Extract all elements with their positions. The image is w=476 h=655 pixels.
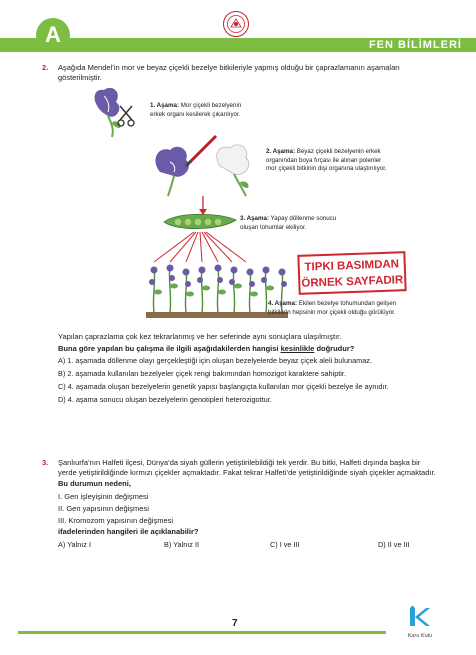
seed-arrows-illustration (150, 230, 250, 264)
q2-option-d[interactable]: D) 4. aşama sonucu oluşan bezelyelerin genotipleri heterozigottur. (58, 395, 272, 404)
question-3-lead: Bu durumun nedeni, (58, 479, 131, 488)
q2-option-a[interactable]: A) 1. aşamada döllenme olayı gerçekleştiği için oluşan bezelyelerde beyaz çiçek aleli bulunamaz. (58, 356, 372, 365)
question-2-prompt: Aşağıda Mendel’in mor ve beyaz çiçekli bezelye bitkileriyle yapmış olduğu bir çaprazlamanın aşamaları gösterilmiştir. (58, 63, 400, 82)
question-2-question (58, 344, 436, 354)
stage-4-description: Ekilen bezelye tohumundan gelişen bitkilerin hepsinin mor çiçekli olduğu görülüyor. (268, 300, 397, 316)
stamp-line-1: TIPKI BASIMDAN (304, 258, 400, 274)
question-2-keyword: kesinlikle (280, 344, 315, 353)
ministry-seal-icon (222, 10, 250, 38)
question-3-prompt: Şanlıurfa’nın Halfeti ilçesi, Dünya’da siyah güllerin yetiştirilebildiği tek yerdir. Bu bitki, Halfeti dışında başka bir yerde yetiştirildiğinde kırmızı çiçekler açmaktadır. Fakat tekrar Halfeti’de yetiştirildiğinde siyah çiçekler açmaktadır. (58, 458, 436, 477)
stage-3-description: Yapay döllenme sonucu oluşan tohumlar ekiliyor. (240, 215, 337, 231)
stage-3-text (240, 215, 352, 232)
question-2-question-start: Buna göre yapılan bu çalışma ile ilgili aşağıdakilerden hangisi (58, 344, 281, 353)
q3-statement-1: I. Gen işleyişinin değişmesi (58, 492, 149, 501)
subject-title: FEN BİLİMLERİ (368, 39, 462, 51)
stage-2-title: 2. Aşama: (266, 148, 296, 155)
question-3-question: ifadelerinden hangileri ile açıklanabilir? (58, 527, 199, 536)
brand-logo (400, 606, 440, 639)
footer-bar (18, 631, 386, 634)
q2-option-c[interactable]: C) 4. aşamada oluşan bezelyelerin genetik yapısı başlangıçta kullanılan mor çiçekli bezelye ile aynıdır. (58, 382, 389, 391)
sample-page-stamp (297, 251, 406, 295)
q3-statement-2: II. Gen yapısının değişmesi (58, 504, 149, 513)
question-2-question-end: doğrudur? (314, 344, 355, 353)
brand-name: Karu Kutu (407, 633, 433, 639)
q3-option-c[interactable]: C) I ve III (270, 540, 300, 549)
purple-pea-plants-illustration (146, 262, 288, 318)
stamp-line-2: ÖRNEK SAYFADIR (301, 274, 404, 290)
q3-statement-3: III. Kromozom yapısının değişmesi (58, 516, 174, 525)
stage-1-title: 1. Aşama: (150, 102, 180, 109)
stage-2-text (266, 148, 390, 174)
stage-1-text (150, 102, 258, 119)
stage-2-description: Beyaz çiçekli bezelyenin erkek organından boya fırçası ile alınan polenler mor çiçekli bitkinin dişi organına ulaştırılıyor. (266, 148, 387, 172)
stage-3-title: 3. Aşama: (240, 215, 270, 222)
q2-option-b[interactable]: B) 2. aşamada kullanılan bezelyeler çiçek rengi bakımından homozigot karaktere sahiptir. (58, 369, 346, 378)
pollination-brush-illustration (150, 132, 262, 198)
q3-option-d[interactable]: D) II ve III (378, 540, 410, 549)
stage-4-title: 4. Aşama: (268, 300, 298, 307)
question-3-number: 3. (42, 458, 49, 467)
question-2-number: 2. (42, 63, 49, 72)
purple-flower-scissors-illustration (82, 82, 140, 138)
stage-4-text (268, 300, 418, 317)
section-badge: A (36, 18, 70, 52)
stage-1-description: Mor çiçekli bezelyenin erkek organı kesilerek çıkarılıyor. (150, 102, 242, 118)
q3-option-a[interactable]: A) Yalnız I (58, 540, 91, 549)
q3-option-b[interactable]: B) Yalnız II (164, 540, 200, 549)
pea-pod-illustration (162, 212, 238, 232)
karu-kutu-logo-icon (406, 606, 434, 628)
page-number: 7 (232, 618, 238, 629)
question-2-note: Yapılan çaprazlama çok kez tekrarlanmış ve her seferinde aynı sonuçlara ulaşılmıştır. (58, 332, 342, 341)
